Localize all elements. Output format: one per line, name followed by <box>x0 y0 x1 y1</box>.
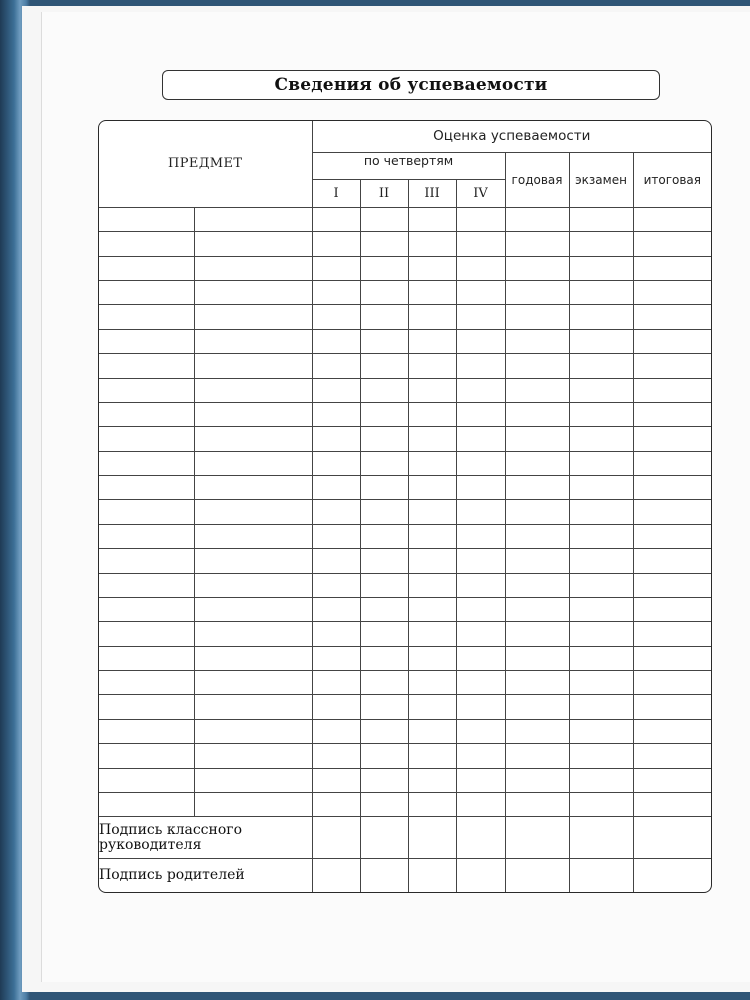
quarter-2-cell[interactable] <box>360 451 408 475</box>
subject-teacher-cell[interactable] <box>194 597 312 621</box>
page-title <box>162 70 660 100</box>
quarter-3-cell[interactable] <box>408 597 456 621</box>
subject-name-cell[interactable] <box>99 500 194 524</box>
quarter-3-cell[interactable] <box>408 402 456 426</box>
quarter-1-cell[interactable] <box>312 695 360 719</box>
exam-cell[interactable] <box>569 476 633 500</box>
subject-row <box>99 232 711 256</box>
quarter-1-cell[interactable] <box>312 256 360 280</box>
subject-teacher-cell[interactable] <box>194 524 312 548</box>
quarter-2-cell[interactable] <box>360 476 408 500</box>
quarters-header: по четвертям <box>312 152 505 179</box>
quarter-4-cell[interactable] <box>456 256 505 280</box>
quarter-4-cell[interactable] <box>456 329 505 353</box>
subject-teacher-cell[interactable] <box>194 744 312 768</box>
final-cell[interactable] <box>633 646 711 670</box>
final-cell[interactable] <box>633 427 711 451</box>
grades-table-frame <box>98 120 712 893</box>
subject-teacher-cell[interactable] <box>194 232 312 256</box>
subject-teacher-cell[interactable] <box>194 695 312 719</box>
quarter-1-cell[interactable] <box>312 719 360 743</box>
quarter-3-cell[interactable] <box>408 744 456 768</box>
subject-name-cell[interactable] <box>99 768 194 792</box>
exam-cell[interactable] <box>569 573 633 597</box>
quarter-1-cell[interactable] <box>312 354 360 378</box>
quarter-4-cell[interactable] <box>456 573 505 597</box>
subject-name-cell[interactable] <box>99 329 194 353</box>
quarter-3-cell[interactable] <box>408 378 456 402</box>
quarter-3-header: III <box>408 179 456 207</box>
subject-row <box>99 573 711 597</box>
yearly-cell[interactable] <box>505 354 569 378</box>
final-cell[interactable] <box>633 378 711 402</box>
final-cell[interactable] <box>633 354 711 378</box>
quarter-1-cell[interactable] <box>312 476 360 500</box>
exam-cell[interactable] <box>569 646 633 670</box>
teacher-signature-line2: руководителя <box>99 836 202 853</box>
exam-cell[interactable] <box>569 597 633 621</box>
subject-teacher-cell[interactable] <box>194 719 312 743</box>
quarter-4-cell[interactable] <box>456 622 505 646</box>
quarter-3-cell[interactable] <box>408 354 456 378</box>
subject-name-cell[interactable] <box>99 573 194 597</box>
subject-teacher-cell[interactable] <box>194 305 312 329</box>
quarter-1-cell[interactable] <box>312 451 360 475</box>
teacher-signature-cell[interactable] <box>633 817 711 859</box>
subject-teacher-cell[interactable] <box>194 500 312 524</box>
teacher-signature-cell[interactable] <box>312 817 360 859</box>
quarter-1-cell[interactable] <box>312 744 360 768</box>
quarter-2-cell[interactable] <box>360 622 408 646</box>
quarter-4-cell[interactable] <box>456 427 505 451</box>
quarter-3-cell[interactable] <box>408 573 456 597</box>
quarter-4-cell[interactable] <box>456 549 505 573</box>
quarter-1-cell[interactable] <box>312 622 360 646</box>
subject-teacher-cell[interactable] <box>194 402 312 426</box>
quarter-2-cell[interactable] <box>360 402 408 426</box>
subject-row <box>99 744 711 768</box>
subject-name-cell[interactable] <box>99 646 194 670</box>
quarter-4-cell[interactable] <box>456 500 505 524</box>
subject-teacher-cell[interactable] <box>194 573 312 597</box>
yearly-cell[interactable] <box>505 597 569 621</box>
subject-teacher-cell[interactable] <box>194 378 312 402</box>
subject-row <box>99 792 711 816</box>
grades-table <box>99 121 711 892</box>
quarter-1-cell[interactable] <box>312 671 360 695</box>
yearly-cell[interactable] <box>505 378 569 402</box>
exam-cell[interactable] <box>569 402 633 426</box>
final-cell[interactable] <box>633 451 711 475</box>
quarter-2-cell[interactable] <box>360 281 408 305</box>
quarter-4-cell[interactable] <box>456 378 505 402</box>
quarter-3-cell[interactable] <box>408 451 456 475</box>
yearly-cell[interactable] <box>505 573 569 597</box>
final-cell[interactable] <box>633 549 711 573</box>
quarter-1-cell[interactable] <box>312 305 360 329</box>
subject-name-cell[interactable] <box>99 719 194 743</box>
exam-cell[interactable] <box>569 744 633 768</box>
parents-signature-label: Подпись родителей <box>99 859 312 892</box>
subject-row <box>99 305 711 329</box>
quarter-3-cell[interactable] <box>408 476 456 500</box>
subject-name-cell[interactable] <box>99 695 194 719</box>
subject-teacher-cell[interactable] <box>194 256 312 280</box>
quarter-4-cell[interactable] <box>456 646 505 670</box>
subject-teacher-cell[interactable] <box>194 622 312 646</box>
final-cell[interactable] <box>633 695 711 719</box>
subject-name-cell[interactable] <box>99 549 194 573</box>
final-cell[interactable] <box>633 744 711 768</box>
yearly-cell[interactable] <box>505 719 569 743</box>
subject-teacher-cell[interactable] <box>194 451 312 475</box>
subject-name-cell[interactable] <box>99 476 194 500</box>
quarter-3-cell[interactable] <box>408 329 456 353</box>
quarter-2-cell[interactable] <box>360 744 408 768</box>
yearly-cell[interactable] <box>505 768 569 792</box>
exam-cell[interactable] <box>569 281 633 305</box>
subject-teacher-cell[interactable] <box>194 329 312 353</box>
subject-teacher-cell[interactable] <box>194 549 312 573</box>
quarter-1-cell[interactable] <box>312 549 360 573</box>
final-cell[interactable] <box>633 573 711 597</box>
quarter-1-cell[interactable] <box>312 500 360 524</box>
quarter-4-cell[interactable] <box>456 281 505 305</box>
quarter-2-cell[interactable] <box>360 646 408 670</box>
subject-row <box>99 597 711 621</box>
subject-name-cell[interactable] <box>99 305 194 329</box>
quarter-4-cell[interactable] <box>456 305 505 329</box>
subject-row <box>99 695 711 719</box>
exam-cell[interactable] <box>569 329 633 353</box>
subject-row <box>99 622 711 646</box>
quarter-4-cell[interactable] <box>456 354 505 378</box>
parents-signature-cell[interactable] <box>569 859 633 892</box>
quarter-4-cell[interactable] <box>456 695 505 719</box>
subject-row <box>99 476 711 500</box>
quarter-3-cell[interactable] <box>408 281 456 305</box>
yearly-cell[interactable] <box>505 500 569 524</box>
quarter-4-cell[interactable] <box>456 744 505 768</box>
quarter-1-cell[interactable] <box>312 378 360 402</box>
quarter-3-cell[interactable] <box>408 232 456 256</box>
subject-row <box>99 524 711 548</box>
final-cell[interactable] <box>633 768 711 792</box>
quarter-2-cell[interactable] <box>360 378 408 402</box>
final-cell[interactable] <box>633 207 711 231</box>
quarter-1-cell[interactable] <box>312 281 360 305</box>
final-cell[interactable] <box>633 597 711 621</box>
exam-cell[interactable] <box>569 427 633 451</box>
subject-row <box>99 281 711 305</box>
subject-row <box>99 402 711 426</box>
subject-teacher-cell[interactable] <box>194 646 312 670</box>
quarter-2-cell[interactable] <box>360 427 408 451</box>
teacher-signature-cell[interactable] <box>569 817 633 859</box>
yearly-cell[interactable] <box>505 792 569 816</box>
quarter-2-cell[interactable] <box>360 207 408 231</box>
teacher-signature-cell[interactable] <box>360 817 408 859</box>
quarter-1-cell[interactable] <box>312 597 360 621</box>
quarter-3-cell[interactable] <box>408 622 456 646</box>
quarter-1-cell[interactable] <box>312 232 360 256</box>
quarter-1-cell[interactable] <box>312 646 360 670</box>
quarter-3-cell[interactable] <box>408 719 456 743</box>
quarter-3-cell[interactable] <box>408 305 456 329</box>
subject-name-cell[interactable] <box>99 402 194 426</box>
teacher-signature-cell[interactable] <box>456 817 505 859</box>
exam-cell[interactable] <box>569 207 633 231</box>
quarter-2-cell[interactable] <box>360 549 408 573</box>
teacher-signature-line1: Подпись классного <box>99 821 243 838</box>
quarter-3-cell[interactable] <box>408 671 456 695</box>
subject-teacher-cell[interactable] <box>194 768 312 792</box>
quarter-4-cell[interactable] <box>456 768 505 792</box>
subject-teacher-cell[interactable] <box>194 476 312 500</box>
yearly-cell[interactable] <box>505 671 569 695</box>
yearly-cell[interactable] <box>505 549 569 573</box>
yearly-cell[interactable] <box>505 256 569 280</box>
yearly-cell[interactable] <box>505 744 569 768</box>
quarter-2-cell[interactable] <box>360 719 408 743</box>
grade-header: Оценка успеваемости <box>312 121 711 152</box>
subject-row <box>99 768 711 792</box>
subject-name-cell[interactable] <box>99 451 194 475</box>
quarter-3-cell[interactable] <box>408 695 456 719</box>
page-title-text: Сведения об успеваемости <box>274 75 548 95</box>
quarter-4-cell[interactable] <box>456 719 505 743</box>
final-cell[interactable] <box>633 719 711 743</box>
subject-name-cell[interactable] <box>99 256 194 280</box>
subject-teacher-cell[interactable] <box>194 671 312 695</box>
quarter-2-cell[interactable] <box>360 573 408 597</box>
yearly-cell[interactable] <box>505 476 569 500</box>
exam-cell[interactable] <box>569 256 633 280</box>
quarter-2-cell[interactable] <box>360 232 408 256</box>
subject-name-cell[interactable] <box>99 354 194 378</box>
quarter-2-cell[interactable] <box>360 792 408 816</box>
parents-signature-cell[interactable] <box>633 859 711 892</box>
yearly-cell[interactable] <box>505 695 569 719</box>
quarter-4-cell[interactable] <box>456 597 505 621</box>
yearly-cell[interactable] <box>505 427 569 451</box>
yearly-cell[interactable] <box>505 524 569 548</box>
teacher-signature-label <box>99 817 312 859</box>
subject-row <box>99 719 711 743</box>
quarter-1-cell[interactable] <box>312 427 360 451</box>
subject-teacher-cell[interactable] <box>194 207 312 231</box>
subject-header: ПРЕДМЕТ <box>99 121 312 207</box>
quarter-2-cell[interactable] <box>360 305 408 329</box>
exam-cell[interactable] <box>569 354 633 378</box>
quarter-2-cell[interactable] <box>360 256 408 280</box>
subject-row <box>99 256 711 280</box>
quarter-1-cell[interactable] <box>312 402 360 426</box>
quarter-4-header: IV <box>456 179 505 207</box>
quarter-4-cell[interactable] <box>456 451 505 475</box>
parents-signature-cell[interactable] <box>505 859 569 892</box>
quarter-3-cell[interactable] <box>408 646 456 670</box>
exam-cell[interactable] <box>569 671 633 695</box>
quarter-4-cell[interactable] <box>456 671 505 695</box>
yearly-cell[interactable] <box>505 281 569 305</box>
final-cell[interactable] <box>633 622 711 646</box>
parents-signature-cell[interactable] <box>312 859 360 892</box>
yearly-cell[interactable] <box>505 451 569 475</box>
exam-cell[interactable] <box>569 549 633 573</box>
final-cell[interactable] <box>633 500 711 524</box>
quarter-3-cell[interactable] <box>408 500 456 524</box>
quarter-1-cell[interactable] <box>312 768 360 792</box>
final-cell[interactable] <box>633 402 711 426</box>
quarter-2-cell[interactable] <box>360 500 408 524</box>
exam-cell[interactable] <box>569 622 633 646</box>
quarter-1-cell[interactable] <box>312 573 360 597</box>
quarter-1-cell[interactable] <box>312 524 360 548</box>
subject-row <box>99 671 711 695</box>
exam-cell[interactable] <box>569 719 633 743</box>
exam-cell[interactable] <box>569 768 633 792</box>
subject-name-cell[interactable] <box>99 792 194 816</box>
yearly-cell[interactable] <box>505 305 569 329</box>
final-cell[interactable] <box>633 524 711 548</box>
quarter-1-cell[interactable] <box>312 329 360 353</box>
subject-row <box>99 207 711 231</box>
quarter-2-cell[interactable] <box>360 354 408 378</box>
subject-row <box>99 329 711 353</box>
subject-teacher-cell[interactable] <box>194 792 312 816</box>
final-header: итоговая <box>633 152 711 207</box>
quarter-4-cell[interactable] <box>456 402 505 426</box>
exam-cell[interactable] <box>569 378 633 402</box>
parents-signature-cell[interactable] <box>456 859 505 892</box>
subject-teacher-cell[interactable] <box>194 354 312 378</box>
final-cell[interactable] <box>633 671 711 695</box>
subject-name-cell[interactable] <box>99 622 194 646</box>
quarter-3-cell[interactable] <box>408 524 456 548</box>
subject-name-cell[interactable] <box>99 427 194 451</box>
exam-cell[interactable] <box>569 500 633 524</box>
subject-name-cell[interactable] <box>99 232 194 256</box>
quarter-3-cell[interactable] <box>408 427 456 451</box>
subject-row <box>99 378 711 402</box>
quarter-3-cell[interactable] <box>408 207 456 231</box>
quarter-2-cell[interactable] <box>360 671 408 695</box>
quarter-3-cell[interactable] <box>408 792 456 816</box>
quarter-2-cell[interactable] <box>360 524 408 548</box>
subject-name-cell[interactable] <box>99 524 194 548</box>
subject-name-cell[interactable] <box>99 281 194 305</box>
subject-name-cell[interactable] <box>99 378 194 402</box>
subject-name-cell[interactable] <box>99 207 194 231</box>
final-cell[interactable] <box>633 329 711 353</box>
subject-name-cell[interactable] <box>99 671 194 695</box>
quarter-2-cell[interactable] <box>360 768 408 792</box>
exam-cell[interactable] <box>569 695 633 719</box>
exam-header: экзамен <box>569 152 633 207</box>
subject-row <box>99 427 711 451</box>
teacher-signature-cell[interactable] <box>505 817 569 859</box>
quarter-4-cell[interactable] <box>456 232 505 256</box>
exam-cell[interactable] <box>569 524 633 548</box>
subject-row <box>99 549 711 573</box>
yearly-cell[interactable] <box>505 646 569 670</box>
yearly-cell[interactable] <box>505 622 569 646</box>
quarter-3-cell[interactable] <box>408 549 456 573</box>
subject-row <box>99 646 711 670</box>
final-cell[interactable] <box>633 281 711 305</box>
quarter-3-cell[interactable] <box>408 256 456 280</box>
subject-name-cell[interactable] <box>99 744 194 768</box>
quarter-2-cell[interactable] <box>360 597 408 621</box>
quarter-4-cell[interactable] <box>456 207 505 231</box>
quarter-1-cell[interactable] <box>312 792 360 816</box>
exam-cell[interactable] <box>569 792 633 816</box>
subject-row <box>99 451 711 475</box>
subject-name-cell[interactable] <box>99 597 194 621</box>
quarter-2-cell[interactable] <box>360 695 408 719</box>
parents-signature-cell[interactable] <box>360 859 408 892</box>
subject-teacher-cell[interactable] <box>194 281 312 305</box>
quarter-4-cell[interactable] <box>456 476 505 500</box>
final-cell[interactable] <box>633 792 711 816</box>
yearly-cell[interactable] <box>505 207 569 231</box>
final-cell[interactable] <box>633 476 711 500</box>
yearly-header: годовая <box>505 152 569 207</box>
quarter-2-header: II <box>360 179 408 207</box>
yearly-cell[interactable] <box>505 232 569 256</box>
exam-cell[interactable] <box>569 451 633 475</box>
yearly-cell[interactable] <box>505 402 569 426</box>
quarter-2-cell[interactable] <box>360 329 408 353</box>
quarter-1-header: I <box>312 179 360 207</box>
final-cell[interactable] <box>633 232 711 256</box>
quarter-3-cell[interactable] <box>408 768 456 792</box>
teacher-signature-cell[interactable] <box>408 817 456 859</box>
parents-signature-cell[interactable] <box>408 859 456 892</box>
exam-cell[interactable] <box>569 232 633 256</box>
quarter-4-cell[interactable] <box>456 524 505 548</box>
exam-cell[interactable] <box>569 305 633 329</box>
quarter-1-cell[interactable] <box>312 207 360 231</box>
final-cell[interactable] <box>633 305 711 329</box>
subject-row <box>99 500 711 524</box>
quarter-4-cell[interactable] <box>456 792 505 816</box>
final-cell[interactable] <box>633 256 711 280</box>
subject-row <box>99 354 711 378</box>
subject-teacher-cell[interactable] <box>194 427 312 451</box>
yearly-cell[interactable] <box>505 329 569 353</box>
